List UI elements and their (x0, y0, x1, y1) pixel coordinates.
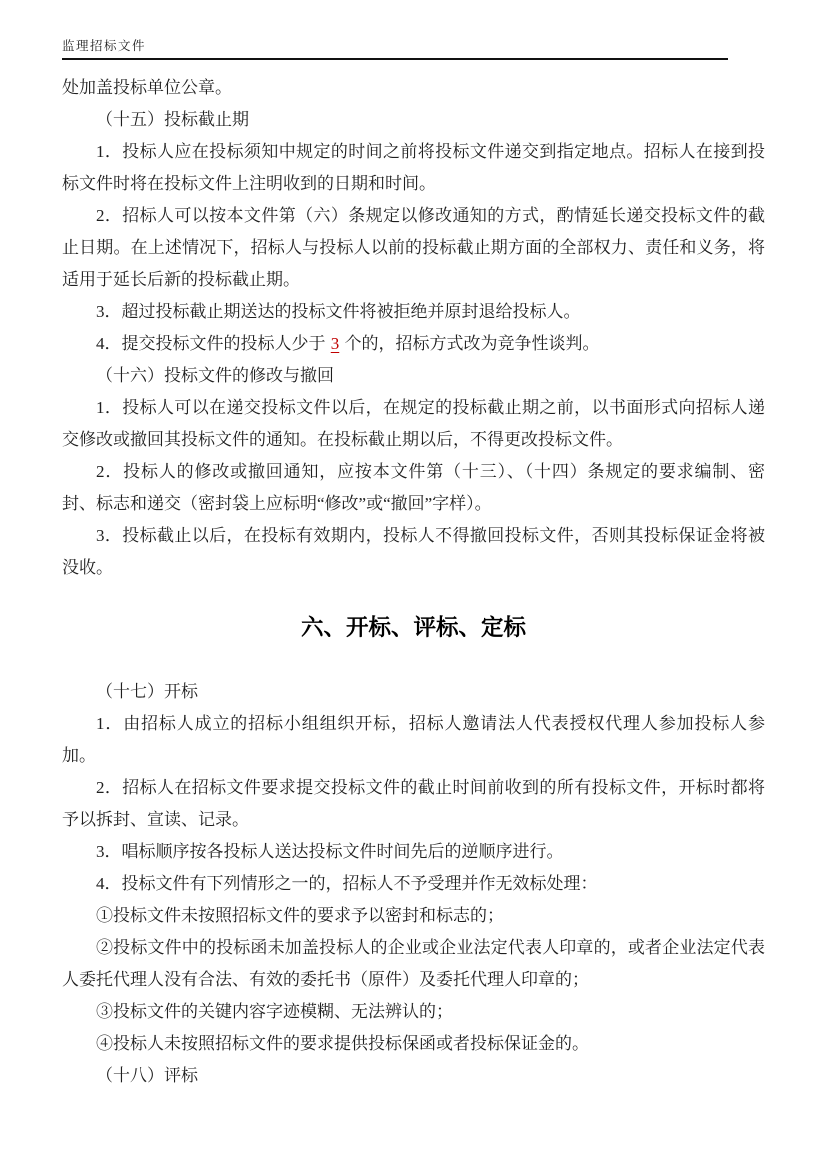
highlighted-number: 3 (330, 334, 340, 353)
text-run: 个的，招标方式改为竞争性谈判。 (340, 334, 600, 353)
clause-paragraph: 3．投标截止以后，在投标有效期内，投标人不得撤回投标文件，否则其投标保证金将被没收。 (62, 526, 765, 577)
document-body (62, 72, 765, 1092)
clause-paragraph: （十六）投标文件的修改与撤回 (96, 366, 334, 385)
clause-paragraph: 1．由招标人成立的招标小组组织开标，招标人邀请法人代表授权代理人参加投标人参加。 (62, 714, 765, 765)
clause-paragraph: 2．投标人的修改或撤回通知，应按本文件第（十三）、（十四）条规定的要求编制、密封、标志和递交（密封袋上应标明“修改”或“撤回”字样）。 (62, 462, 765, 513)
clause-paragraph: 1．投标人可以在递交投标文件以后，在规定的投标截止期之前，以书面形式向招标人递交修改或撤回其投标文件的通知。在投标截止期以后，不得更改投标文件。 (62, 398, 765, 449)
clause-paragraph: 3．唱标顺序按各投标人送达投标文件时间先后的逆顺序进行。 (96, 842, 564, 861)
clause-paragraph: ②投标文件中的投标函未加盖投标人的企业或企业法定代表人印章的，或者企业法定代表人委托代理人没有合法、有效的委托书（原件）及委托代理人印章的； (62, 938, 765, 989)
clause-paragraph: 2．招标人可以按本文件第（六）条规定以修改通知的方式，酌情延长递交投标文件的截止日期。在上述情况下，招标人与投标人以前的投标截止期方面的全部权力、责任和义务，将适用于延长后新的投标截止期。 (62, 206, 765, 289)
running-header-text: 监理招标文件 (62, 39, 147, 53)
clause-paragraph (62, 328, 765, 360)
clause-paragraph: ④投标人未按照招标文件的要求提供投标保函或者投标保证金的。 (96, 1034, 589, 1053)
text-run: 4．提交投标文件的投标人少于 (96, 334, 330, 353)
continuation-paragraph: 处加盖投标单位公章。 (62, 78, 232, 97)
clause-paragraph: 4．投标文件有下列情形之一的，招标人不予受理并作无效标处理： (96, 874, 598, 893)
clause-paragraph: （十八）评标 (96, 1066, 198, 1085)
running-header (62, 36, 728, 60)
clause-paragraph: （十七）开标 (96, 682, 198, 701)
clause-paragraph: （十五）投标截止期 (96, 110, 249, 129)
clause-paragraph: 3．超过投标截止期送达的投标文件将被拒绝并原封退给投标人。 (96, 302, 581, 321)
clause-paragraph: 1．投标人应在投标须知中规定的时间之前将投标文件递交到指定地点。招标人在接到投标文件时将在投标文件上注明收到的日期和时间。 (62, 142, 765, 193)
clause-paragraph: ①投标文件未按照招标文件的要求予以密封和标志的； (96, 906, 504, 925)
clause-paragraph: 2．招标人在招标文件要求提交投标文件的截止时间前收到的所有投标文件，开标时都将予以拆封、宣读、记录。 (62, 778, 765, 829)
clause-paragraph: ③投标文件的关键内容字迹模糊、无法辨认的； (96, 1002, 453, 1021)
section-heading: 六、开标、评标、定标 (300, 615, 526, 640)
